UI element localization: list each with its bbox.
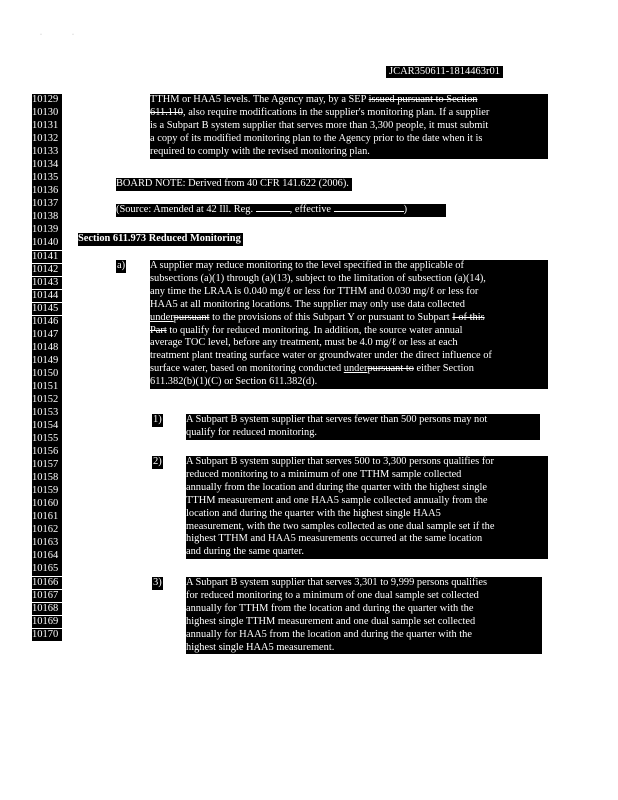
line-number: 10135 [32,172,62,185]
paragraph-2: A Subpart B system supplier that serves 500 to 3,300 persons qualifies for reduced monitoring to a minimum of one TTHM sample collected annually from the location and during the quarter with the highest single TTHM measurement and one HAA5 sample collected annually from the location and during the quarter with the highest single HAA5 measurement, with the two samples collected as one dual sample set if the highest TTHM and HAA5 measurements occurred at the same location and during the same quarter. [186,456,548,559]
line-number: 10147 [32,329,62,342]
line-number: 10150 [32,368,62,381]
line-number: 10145 [32,303,62,316]
line-number: 10161 [32,511,62,524]
line-number: 10134 [32,159,62,172]
line-number: 10143 [32,277,62,290]
line-number: 10136 [32,185,62,198]
paragraph-1: A Subpart B system supplier that serves fewer than 500 persons may not qualify for reduced monitoring. [186,414,540,440]
line-number: 10157 [32,459,62,472]
line-number: 10148 [32,342,62,355]
line-number: 10144 [32,290,62,303]
line-number: 10151 [32,381,62,394]
board-note: BOARD NOTE: Derived from 40 CFR 141.622 (2006). [116,178,352,191]
intro-paragraph: TTHM or HAA5 levels. The Agency may, by a SEP issued pursuant to Section 611.110, also require modifications in the supplier's monitoring plan. If a supplier is a Subpart B system supplier that serves more than 3,300 people, it must submit a copy of its modified monitoring plan to the Agency prior to the date when it is required to comply with the revised monitoring plan. [150,94,548,159]
para-a-marker: a) [117,260,126,271]
line-number: 10140 [32,237,62,250]
line-number: 10154 [32,420,62,433]
line-number: 10165 [32,563,62,576]
line-number: 10153 [32,407,62,420]
line-number: 10168 [32,603,62,616]
line-number: 10169 [32,616,62,629]
line-number: 10132 [32,133,62,146]
paragraph-a: A supplier may reduce monitoring to the level specified in the applicable of subsections (a)(1) through (a)(13), subject to the limitation of subsection (a)(14), any time the LRAA is 0.040 mg/ℓ or less for TTHM and 0.030 mg/ℓ or less for HAA5 at all monitoring locations. The supplier may only use data collected underpursuant to the provisions of this Subpart Y or pursuant to Subpart I of this Part to qualify for reduced monitoring. In addition, the source water annual average TOC level, before any treatment, must be 4.0 mg/ℓ or less at each treatment plant treating surface water or groundwater under the direct influence of surface water, based on monitoring conducted underpursuant to either Section 611.382(b)(1)(C) or Section 611.382(d). [150,260,548,389]
line-number: 10131 [32,120,62,133]
line-number: 10159 [32,485,62,498]
line-number: 10138 [32,211,62,224]
line-number: 10129 [32,94,62,107]
line-number: 10149 [32,355,62,368]
line-number: 10146 [32,316,62,329]
document-id: JCAR350611-1814463r01 [386,66,503,78]
scan-speck: · [72,32,74,38]
line-number: 10170 [32,629,62,642]
paragraph-3: A Subpart B system supplier that serves 3,301 to 9,999 persons qualifies for reduced monitoring to a minimum of one dual sample set collected annually for TTHM from the location and during the quarter with the highest single TTHM measurement and one dual sample set collected annually for HAA5 from the location and during the quarter with the highest single HAA5 measurement. [186,577,542,654]
line-number: 10166 [32,577,62,590]
line-number: 10156 [32,446,62,459]
line-number: 10139 [32,224,62,237]
line-number: 10142 [32,264,62,277]
line-number: 10141 [32,251,62,264]
line-number: 10163 [32,537,62,550]
line-number: 10133 [32,146,62,159]
scan-speck: · [40,32,42,38]
para-2-marker: 2) [153,456,162,467]
source-note: (Source: Amended at 42 Ill. Reg. , effective ) [116,204,446,217]
line-number: 10158 [32,472,62,485]
line-number: 10152 [32,394,62,407]
para-3-marker: 3) [153,577,162,588]
section-heading: Section 611.973 Reduced Monitoring [78,233,241,244]
line-number: 10130 [32,107,62,120]
line-number: 10155 [32,433,62,446]
line-number: 10162 [32,524,62,537]
line-number: 10137 [32,198,62,211]
line-number: 10167 [32,590,62,603]
line-number: 10160 [32,498,62,511]
line-number: 10164 [32,550,62,563]
para-1-marker: 1) [153,414,162,425]
